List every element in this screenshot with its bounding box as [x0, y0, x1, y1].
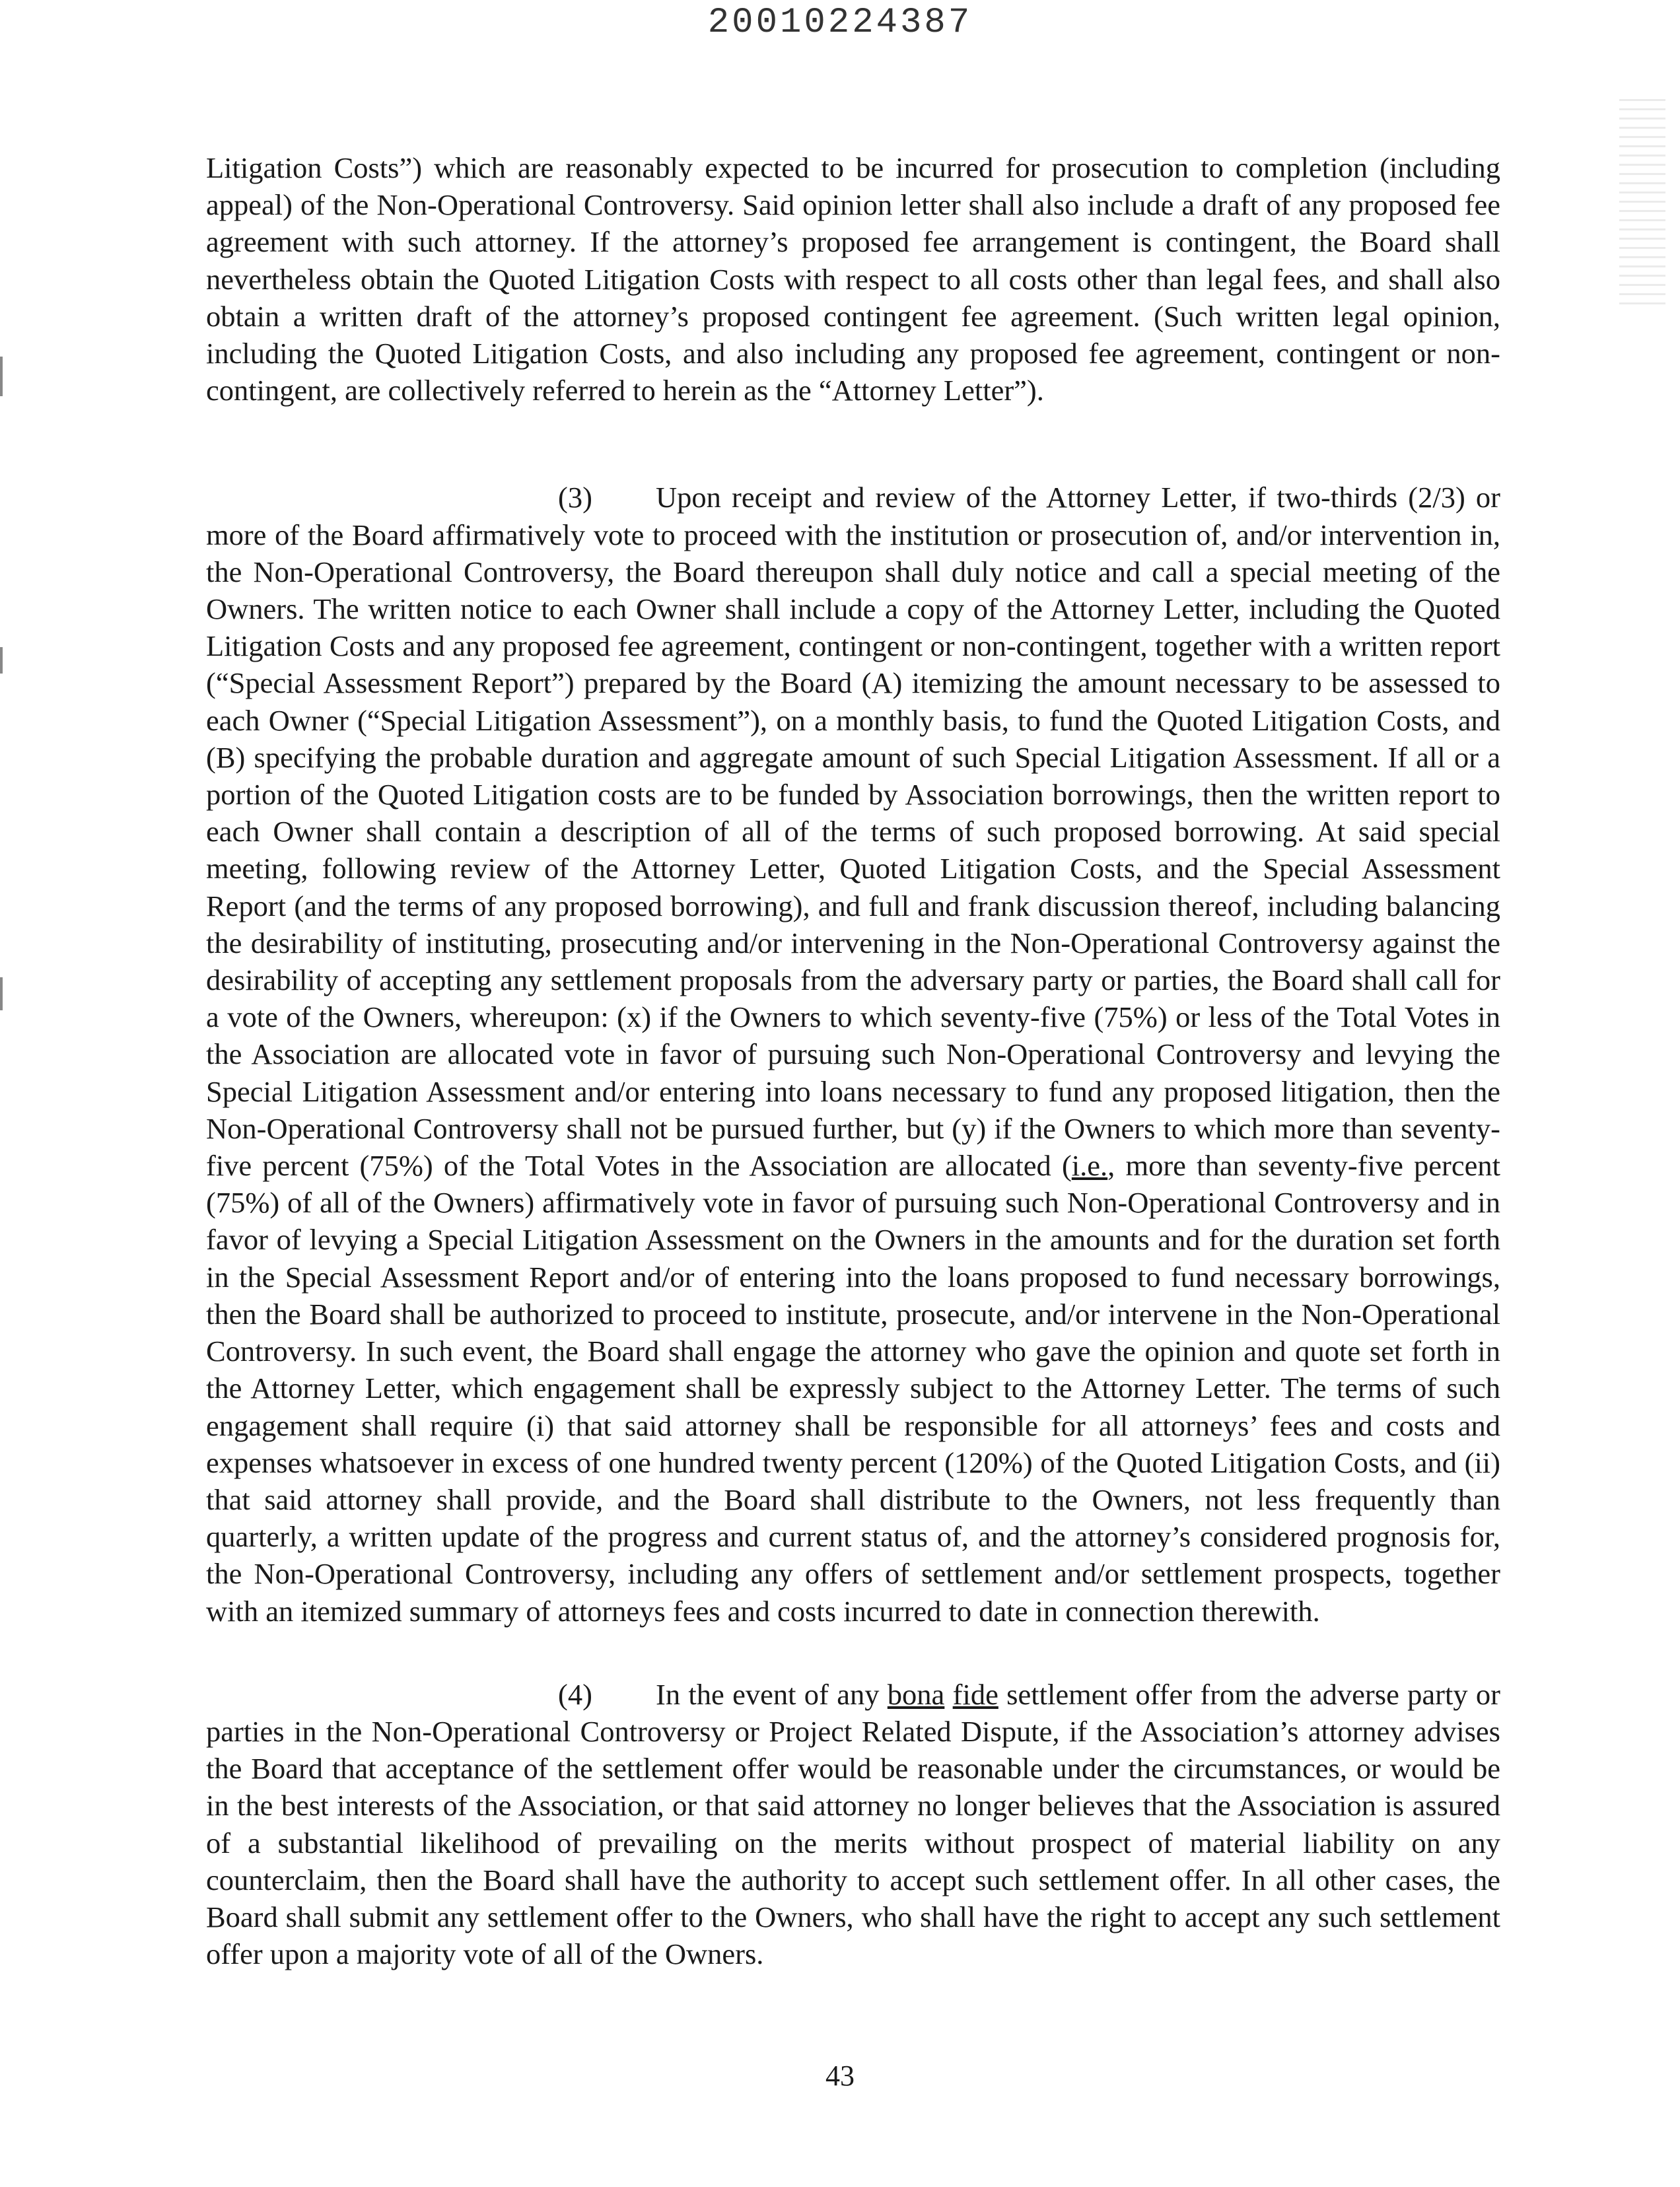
paragraph-continuation [206, 149, 1500, 409]
underlined-term: fide [952, 1677, 998, 1711]
underlined-term: bona [887, 1677, 945, 1711]
paragraph-text: , more than seventy-five percent (75%) of all of the Owners) affirmatively vote in favor of pursuing such Non-Operational Controversy and in favor of levying a Special Litigation Assessment on the Owners in the amounts and for the duration set forth in the Special Assessment Report and/or of entering into the loans proposed to fund necessary borrowings, then the Board shall be authorized to proceed to institute, prosecute, and/or intervene in the Non-Operational Controversy. In such event, the Board shall engage the attorney who gave the opinion and quote set forth in the Attorney Letter, which engagement shall be expressly subject to the Attorney Letter. The terms of such engagement shall require (i) that said attorney shall be responsible for all attorneys’ fees and costs and expenses whatsoever in excess of one hundred twenty percent (120%) of the Quoted Litigation Costs, and (ii) that said attorney shall provide, and the Board shall distribute to the Owners, not less frequently than quarterly, a written update of the progress and current status of, and the attorney’s considered prognosis for, the Non-Operational Controversy, including any offers of settlement and/or settlement prospects, together with an itemized summary of attorneys fees and costs incurred to date in connection therewith. [206, 1149, 1500, 1628]
scan-margin-specks [1619, 99, 1665, 310]
paragraph-4 [206, 1676, 1500, 1973]
page-number: 43 [825, 2060, 855, 2092]
paragraph-spacer [206, 1630, 1500, 1676]
scan-edge-mark [0, 357, 3, 396]
paragraph-text: Litigation Costs”) which are reasonably expected to be incurred for prosecution to completion (including appeal) of the Non-Operational Controversy. Said opinion letter shall also include a draft of any proposed fee agreement with such attorney. If the attorney’s proposed fee arrangement is contingent, the Board shall nevertheless obtain the Quoted Litigation Costs with respect to all costs other than legal fees, and shall also obtain a written draft of the attorney’s proposed contingent fee agreement. (Such written legal opinion, including the Quoted Litigation Costs, and also including any proposed fee agreement, contingent or non-contingent, are collectively referred to herein as the “Attorney Letter”). [206, 151, 1500, 407]
paragraph-number: (3) [558, 481, 592, 514]
paragraph-text: Upon receipt and review of the Attorney Letter, if two-thirds (2/3) or more of the Board affirmatively vote to proceed with the institution or prosecution of, and/or intervention in, the Non-Operational Controversy, the Board thereupon shall duly notice and call a special meeting of the Owners. The written notice to each Owner shall include a copy of the Attorney Letter, including the Quoted Litigation Costs and any proposed fee agreement, contingent or non-contingent, together with a written report (“Special Assessment Report”) prepared by the Board (A) itemizing the amount necessary to be assessed to each Owner (“Special Litigation Assessment”), on a monthly basis, to fund the Quoted Litigation Costs, and (B) specifying the probable duration and aggregate amount of such Special Litigation Assessment. If all or a portion of the Quoted Litigation costs are to be funded by Association borrowings, then the written report to each Owner shall contain a description of all of the terms of such proposed borrowing. At said special meeting, following review of the Attorney Letter, Quoted Litigation Costs, and the Special Assessment Report (and the terms of any proposed borrowing), and full and frank discussion thereof, including balancing the desirability of instituting, prosecuting and/or intervening in the Non-Operational Controversy against the desirability of accepting any settlement proposals from the adversary party or parties, the Board shall call for a vote of the Owners, whereupon: (x) if the Owners to which seventy-five (75%) or less of the Total Votes in the Association are allocated vote in favor of pursuing such Non-Operational Controversy and levying the Special Litigation Assessment and/or entering into loans necessary to fund any proposed litigation, then the Non-Operational Controversy shall not be pursued further, but (y) if the Owners to which more than seventy-five percent (75%) of the Total Votes in the Association are allocated ( [206, 481, 1500, 1183]
scan-edge-mark [0, 977, 3, 1010]
scan-edge-mark [0, 647, 3, 674]
paragraph-3 [206, 479, 1500, 1629]
paragraph-number: (4) [558, 1677, 592, 1711]
paragraph-text: In the event of any [656, 1677, 888, 1711]
document-body [206, 149, 1500, 1972]
paragraph-spacer [206, 409, 1500, 479]
underlined-abbreviation: i.e. [1071, 1149, 1108, 1183]
paragraph-text: settlement offer from the adverse party or parties in the Non-Operational Controversy or Project Related Dispute, if the Association’s attorney advises the Board that acceptance of the settlement offer would be reasonable under the circumstances, or would be in the best interests of the Association, or that said attorney no longer believes that the Association is assured of a substantial likelihood of prevailing on the merits without prospect of material liability on any counterclaim, then the Board shall have the authority to accept such settlement offer. In all other cases, the Board shall submit any settlement offer to the Owners, who shall have the right to accept any such settlement offer upon a majority vote of all of the Owners. [206, 1677, 1500, 1971]
document-number: 20010224387 [707, 3, 973, 43]
